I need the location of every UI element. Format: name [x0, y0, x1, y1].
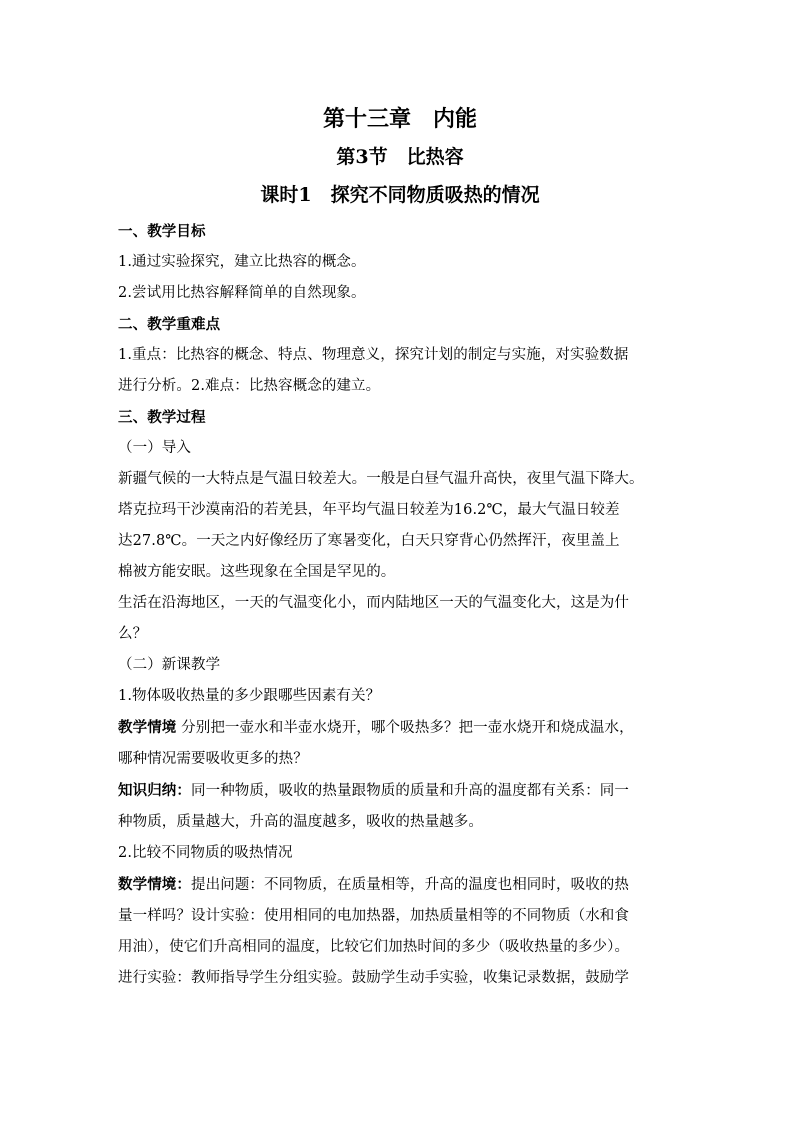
intro-text: 达27.8℃。一天之内好像经历了寒暑变化，白天只穿背心仍然挥汗，夜里盖上: [118, 533, 620, 549]
goals-heading: 一、教学目标: [118, 223, 206, 240]
intro-heading: （一）导入: [118, 440, 191, 456]
summary-text: 同一种物质，吸收的热量跟物质的质量和升高的温度都有关系：同一: [191, 783, 629, 799]
situation-2-cont: 用油），使它们升高相同的温度，比较它们加热时间的多少（吸收热量的多少）。: [118, 939, 630, 955]
keypoints-text: 进行分析。2.难点：比热容概念的建立。: [118, 378, 381, 394]
question-2: 2.比较不同物质的吸热情况: [118, 845, 293, 861]
keypoints-heading: 二、教学重难点: [118, 316, 221, 333]
summary-cont: 种物质，质量越大，升高的温度越多，吸收的热量越多。: [118, 814, 483, 830]
situation-1-cont: 哪种情况需要吸收更多的热？: [118, 751, 308, 767]
situation-2-text: 提出问题：不同物质，在质量相等，升高的温度也相同时，吸收的热: [191, 877, 629, 893]
intro-text: 新疆气候的一大特点是气温日较差大。一般是白昼气温升高快，夜里气温下降大。: [118, 471, 644, 487]
situation-2-cont: 进行实验：教师指导学生分组实验。鼓励学生动手实验，收集记录数据，鼓励学: [118, 970, 629, 986]
document-page: [118, 100, 682, 994]
intro-text: 塔克拉玛干沙漠南沿的若羌县，年平均气温日较差为16.2℃，最大气温日较差: [118, 502, 620, 518]
new-lesson-heading: （二）新课教学: [118, 657, 221, 673]
situation-1: [118, 712, 682, 744]
summary: [118, 775, 682, 807]
situation-2-cont: 量一样吗？设计实验：使用相同的电加热器，加热质量相等的不同物质（水和食: [118, 908, 629, 924]
situation-1-label: 教学情境: [118, 719, 177, 736]
situation-2: [118, 869, 682, 901]
keypoints-text: 1.重点：比热容的概念、特点、物理意义，探究计划的制定与实施，对实验数据: [118, 347, 629, 363]
intro-text: 么？: [118, 626, 148, 642]
intro-text: 生活在沿海地区，一天的气温变化小，而内陆地区一天的气温变化大，这是为什: [118, 595, 629, 611]
intro-text: 棉被方能安眠。这些现象在全国是罕见的。: [118, 564, 396, 580]
situation-1-text: 分别把一壶水和半壶水烧开，哪个吸热多？把一壶水烧开和烧成温水，: [176, 720, 634, 736]
goal-item: 1.通过实验探究，建立比热容的概念。: [118, 254, 366, 270]
lesson-title: 课时1 探究不同物质吸热的情况: [260, 184, 540, 206]
process-heading: 三、教学过程: [118, 409, 206, 426]
situation-2-label: 数学情境：: [118, 876, 191, 893]
section-title: 第3节 比热容: [336, 146, 464, 168]
goal-item: 2.尝试用比热容解释简单的自然现象。: [118, 285, 366, 301]
question-1: 1.物体吸收热量的多少跟哪些因素有关？: [118, 688, 381, 704]
chapter-title: 第十三章 内能: [322, 106, 477, 132]
summary-label: 知识归纳：: [118, 782, 191, 799]
